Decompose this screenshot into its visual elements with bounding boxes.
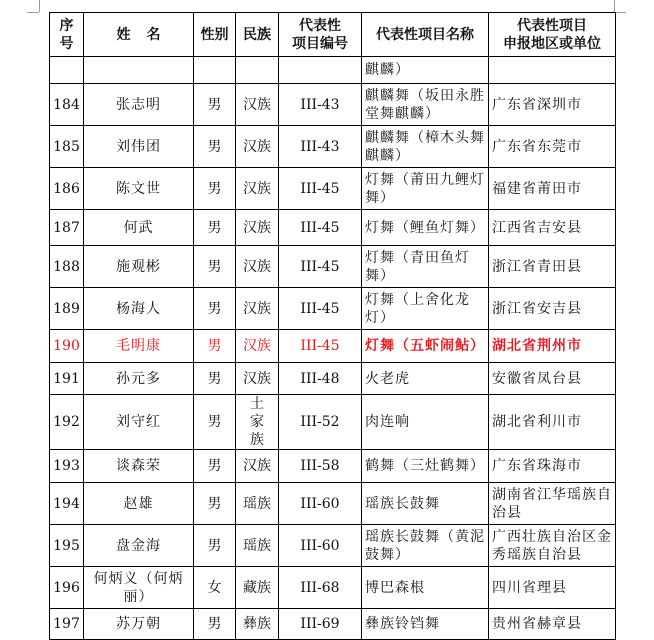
heritage-inheritors-table (49, 12, 616, 640)
cell-sex: 男 (194, 246, 236, 288)
cell-ethnicity: 土家族 (236, 395, 279, 450)
cell-code: III-45 (279, 210, 362, 246)
cell-ethnicity (236, 57, 279, 84)
header-sex: 性别 (194, 13, 236, 57)
cell-project: 灯舞（上舍化龙灯） (362, 288, 489, 330)
table-body (50, 57, 616, 640)
cell-code: III-52 (279, 395, 362, 450)
cell-name: 孙元多 (84, 363, 194, 395)
cell-project: 麒麟舞（樟木头舞麒麟） (362, 126, 489, 168)
cell-ethnicity: 藏族 (236, 567, 279, 609)
cell-code (279, 57, 362, 84)
cell-name: 刘守红 (84, 395, 194, 450)
cell-ethnicity: 汉族 (236, 84, 279, 126)
cell-region: 湖北省利川市 (489, 395, 616, 450)
table-row (50, 567, 616, 609)
cell-no: 196 (50, 567, 84, 609)
cell-no: 186 (50, 168, 84, 210)
cell-name: 毛明康 (84, 330, 194, 363)
cell-sex: 男 (194, 210, 236, 246)
cell-sex: 男 (194, 330, 236, 363)
cell-project: 瑶族长鼓舞（黄泥鼓舞） (362, 525, 489, 567)
header-name-first: 姓 (116, 26, 131, 43)
cell-name: 施观彬 (84, 246, 194, 288)
cell-sex: 男 (194, 450, 236, 483)
table-row (50, 395, 616, 450)
table-row (50, 525, 616, 567)
crop-mark-left-horizontal (27, 12, 39, 13)
table-row (50, 363, 616, 395)
cell-no: 195 (50, 525, 84, 567)
cell-name: 何武 (84, 210, 194, 246)
cell-code: III-60 (279, 525, 362, 567)
cell-no: 194 (50, 483, 84, 525)
cell-code: III-43 (279, 126, 362, 168)
table-row (50, 84, 616, 126)
cell-code: III-45 (279, 288, 362, 330)
header-ethnicity: 民族 (236, 13, 279, 57)
crop-mark-left-vertical (39, 0, 40, 12)
cell-project: 博巴森根 (362, 567, 489, 609)
header-row (50, 13, 616, 57)
cell-region (489, 57, 616, 84)
table-row (50, 330, 616, 363)
cell-ethnicity: 瑶族 (236, 525, 279, 567)
cell-code: III-48 (279, 363, 362, 395)
cell-region: 四川省理县 (489, 567, 616, 609)
cell-no: 191 (50, 363, 84, 395)
crop-mark-right-vertical (614, 0, 615, 12)
cell-ethnicity: 彝族 (236, 609, 279, 640)
cell-no: 193 (50, 450, 84, 483)
cell-name: 赵雄 (84, 483, 194, 525)
cell-sex: 男 (194, 168, 236, 210)
cell-name: 盘金海 (84, 525, 194, 567)
cell-no: 184 (50, 84, 84, 126)
cell-sex: 男 (194, 363, 236, 395)
table-row (50, 126, 616, 168)
cell-code: III-43 (279, 84, 362, 126)
cell-sex: 男 (194, 609, 236, 640)
table-row (50, 609, 616, 640)
cell-ethnicity: 汉族 (236, 126, 279, 168)
table-row-continuation (50, 57, 616, 84)
cell-no: 188 (50, 246, 84, 288)
cell-no: 187 (50, 210, 84, 246)
cell-project: 灯舞（青田鱼灯舞） (362, 246, 489, 288)
cell-region: 贵州省赫章县 (489, 609, 616, 640)
cell-project: 灯舞（鲤鱼灯舞） (362, 210, 489, 246)
cell-sex: 男 (194, 288, 236, 330)
cell-region: 广东省东莞市 (489, 126, 616, 168)
header-no: 序 号 (50, 13, 84, 57)
table-row (50, 288, 616, 330)
header-name (84, 13, 194, 57)
cell-project: 瑶族长鼓舞 (362, 483, 489, 525)
cell-name: 谈森荣 (84, 450, 194, 483)
cell-region: 广东省深圳市 (489, 84, 616, 126)
cell-sex: 男 (194, 525, 236, 567)
cell-code: III-45 (279, 246, 362, 288)
table-row (50, 210, 616, 246)
cell-sex: 男 (194, 483, 236, 525)
cell-code: III-58 (279, 450, 362, 483)
cell-name (84, 57, 194, 84)
table-row (50, 450, 616, 483)
cell-region: 湖北省荆州市 (489, 330, 616, 363)
cell-project: 鹤舞（三灶鹤舞） (362, 450, 489, 483)
cell-sex: 男 (194, 126, 236, 168)
header-region: 代表性项目 申报地区或单位 (489, 13, 616, 57)
table-row (50, 246, 616, 288)
cell-project: 彝族铃铛舞 (362, 609, 489, 640)
header-code: 代表性 项目编号 (279, 13, 362, 57)
cell-region: 福建省莆田市 (489, 168, 616, 210)
table-row (50, 168, 616, 210)
cell-no: 185 (50, 126, 84, 168)
cell-project: 灯舞（五虾闹鲇） (362, 330, 489, 363)
cell-project: 麒麟） (362, 57, 489, 84)
cell-ethnicity: 汉族 (236, 450, 279, 483)
cell-no: 197 (50, 609, 84, 640)
cell-no (50, 57, 84, 84)
cell-region: 江西省吉安县 (489, 210, 616, 246)
cell-region: 广西壮族自治区金秀瑶族自治县 (489, 525, 616, 567)
cell-name: 何炳义（何炳丽） (84, 567, 194, 609)
cell-project: 火老虎 (362, 363, 489, 395)
cell-name: 陈文世 (84, 168, 194, 210)
cell-ethnicity: 汉族 (236, 168, 279, 210)
cell-name: 刘伟团 (84, 126, 194, 168)
cell-sex: 男 (194, 395, 236, 450)
cell-ethnicity: 汉族 (236, 363, 279, 395)
cell-code: III-45 (279, 168, 362, 210)
cell-project: 肉连响 (362, 395, 489, 450)
cell-name: 张志明 (84, 84, 194, 126)
table-row (50, 483, 616, 525)
cell-name: 苏万朝 (84, 609, 194, 640)
header-project: 代表性项目名称 (362, 13, 489, 57)
cell-no: 190 (50, 330, 84, 363)
cell-no: 189 (50, 288, 84, 330)
cell-region: 浙江省青田县 (489, 246, 616, 288)
cell-code: III-45 (279, 330, 362, 363)
cell-sex: 女 (194, 567, 236, 609)
cell-ethnicity: 汉族 (236, 288, 279, 330)
cell-code: III-68 (279, 567, 362, 609)
cell-code: III-60 (279, 483, 362, 525)
cell-region: 广东省珠海市 (489, 450, 616, 483)
cell-ethnicity: 瑶族 (236, 483, 279, 525)
cell-region: 浙江省安吉县 (489, 288, 616, 330)
cell-project: 灯舞（莆田九鲤灯舞） (362, 168, 489, 210)
cell-sex (194, 57, 236, 84)
cell-code: III-69 (279, 609, 362, 640)
cell-region: 湖南省江华瑶族自治县 (489, 483, 616, 525)
cell-ethnicity: 汉族 (236, 210, 279, 246)
cell-name: 杨海人 (84, 288, 194, 330)
cell-project: 麒麟舞（坂田永胜堂舞麒麟） (362, 84, 489, 126)
cell-ethnicity: 汉族 (236, 330, 279, 363)
cell-region: 安徽省凤台县 (489, 363, 616, 395)
cell-sex: 男 (194, 84, 236, 126)
header-name-second: 名 (146, 26, 161, 43)
cell-ethnicity: 汉族 (236, 246, 279, 288)
cell-no: 192 (50, 395, 84, 450)
